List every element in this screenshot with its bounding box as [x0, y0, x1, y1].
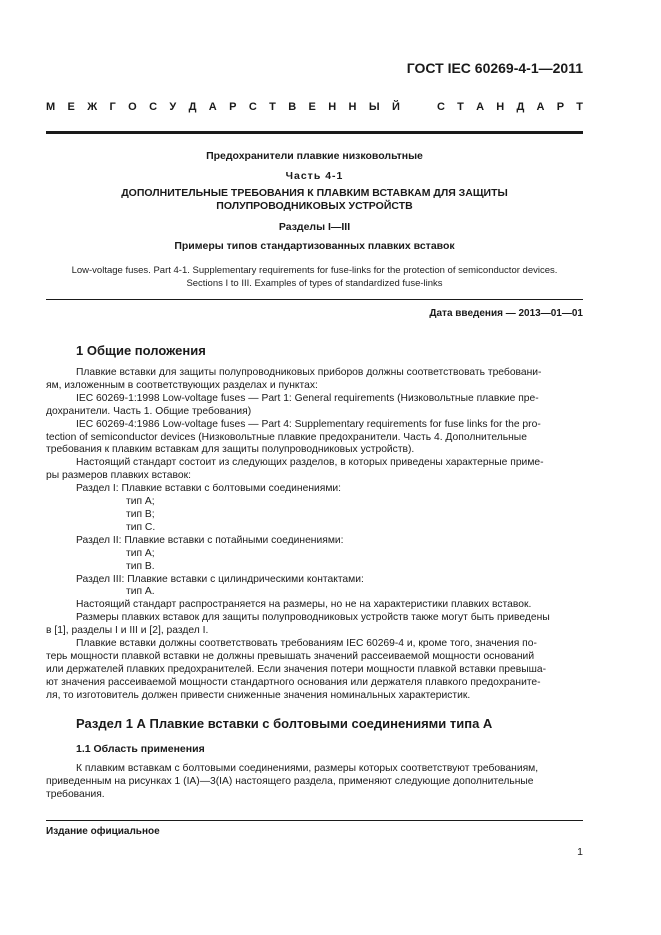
body-line: К плавким вставкам с болтовыми соединениями, размеры которых соответствуют требованиям,: [76, 763, 539, 774]
body-line: или держателей плавких предохранителей. Если значения потери мощности плавкой вставки превышa-: [46, 663, 547, 675]
letter: Д: [188, 101, 197, 113]
body-line: Размеры плавких вставок для защиты полупроводниковых устройств также могут быть приведены: [76, 612, 550, 624]
body-line: IEC 60269-4:1986 Low-voltage fuses — Part 4: Supplementary requirements for fuse links for the pro-: [76, 418, 541, 430]
body-line: ют значения рассеиваемой мощности стандартного основания или держателя плавкого предохраните-: [46, 676, 541, 688]
subsection-heading-scope: 1.1 Область применения: [76, 743, 205, 755]
standard-code: ГОСТ IEC 60269-4-1—2011: [406, 60, 583, 76]
header-divider: [46, 131, 583, 134]
title-sections: Разделы I—III: [278, 221, 351, 233]
title-part: Часть 4-1: [285, 170, 344, 182]
letter: У: [169, 101, 177, 113]
title-main: [46, 187, 583, 213]
section-heading-general: 1 Общие положения: [76, 343, 206, 358]
title-divider: [46, 299, 583, 300]
letter: Т: [457, 101, 464, 113]
letter: Д: [516, 101, 525, 113]
section-heading-1a: Раздел 1 А Плавкие вставки с болтовыми соединениями типа А: [76, 716, 493, 731]
letter: В: [288, 101, 297, 113]
list-item: Раздел II: Плавкие вставки с потайными соединениями:: [76, 534, 344, 546]
letter: Е: [67, 101, 75, 113]
letter: Т: [269, 101, 276, 113]
footer-divider: [46, 820, 583, 821]
letter: Е: [308, 101, 316, 113]
title-examples: Примеры типов стандартизованных плавких вставок: [174, 240, 455, 252]
body-line: IEC 60269-1:1998 Low-voltage fuses — Part 1: General requirements (Низковольтные плавкие пре-: [76, 392, 539, 404]
body-line: приведенным на рисунках 1 (IA)—3(IA) настоящего раздела, применяют следующие дополнительные: [46, 775, 534, 787]
letter: Р: [229, 101, 237, 113]
body-line: Настоящий стандарт состоит из следующих разделов, в которых приведены характерные приме-: [76, 457, 544, 469]
letter: Т: [576, 101, 583, 113]
standard-type-word-standard: [437, 101, 583, 113]
letter: Ы: [368, 101, 380, 113]
body-line: ля, то изготовитель должен привести сниженные значения номинальных характеристик.: [46, 689, 471, 701]
letter: С: [437, 101, 445, 113]
standard-type-line: [46, 101, 583, 113]
letter: Н: [348, 101, 357, 113]
page-number: 1: [577, 846, 583, 858]
letter: Г: [109, 101, 116, 113]
title-fuses: Предохранители плавкие низковольтные: [206, 150, 423, 162]
letter: О: [128, 101, 137, 113]
list-item: тип С.: [126, 521, 156, 533]
title-main-line-2: ПОЛУПРОВОДНИКОВЫХ УСТРОЙСТВ: [216, 200, 413, 212]
list-item: тип А.: [126, 586, 155, 598]
title-english-line-1: Low-voltage fuses. Part 4-1. Supplementary requirements for fuse-links for the protection of semiconductor devices.: [71, 265, 558, 276]
list-item: Раздел I: Плавкие вставки с болтовыми соединениями:: [76, 483, 342, 495]
body-line: терь мощности плавкой вставки не должны превышать значений рассеиваемой мощности оснований: [46, 650, 535, 662]
body-line: ры размеров плавких вставок:: [46, 470, 191, 482]
body-line: в [1], разделы I и III и [2], раздел I.: [46, 625, 209, 637]
body-line: требования к плавким вставкам для защиты полупроводниковых устройств).: [46, 444, 415, 456]
list-item: тип А;: [126, 547, 155, 559]
section-general-body: [46, 367, 583, 703]
title-main-line-1: ДОПОЛНИТЕЛЬНЫЕ ТРЕБОВАНИЯ К ПЛАВКИМ ВСТАВКАМ ДЛЯ ЗАЩИТЫ: [121, 187, 508, 199]
standard-type-word-interstate: [46, 101, 400, 113]
letter: А: [536, 101, 545, 113]
edition-note: Издание официальное: [46, 826, 160, 837]
list-item: тип А;: [126, 496, 155, 508]
letter: С: [248, 101, 257, 113]
body-line: требования.: [46, 788, 105, 800]
body-line: дохранители. Часть 1. Общие требования): [46, 405, 252, 417]
letter: С: [149, 101, 158, 113]
letter: Н: [496, 101, 505, 113]
list-item: тип В;: [126, 508, 155, 520]
title-english-line-2: Sections I to III. Examples of types of standardized fuse-links: [186, 278, 443, 289]
list-item: Раздел III: Плавкие вставки с цилиндрическими контактами:: [76, 573, 364, 585]
letter: Р: [556, 101, 565, 113]
letter: А: [208, 101, 217, 113]
list-item: тип В.: [126, 560, 155, 572]
body-line: Плавкие вставки для защиты полупроводниковых приборов должны соответствовать требовани-: [76, 367, 542, 378]
body-line: tection of semiconductor devices (Низковольтные плавкие предохранители. Часть 4. Дополнительные: [46, 431, 527, 443]
body-line: Плавкие вставки должны соответствовать требованиям IEC 60269-4 и, кроме того, значения по-: [76, 638, 537, 650]
introduction-date: Дата введения — 2013—01—01: [429, 308, 583, 319]
letter: А: [476, 101, 485, 113]
title-english: [46, 264, 583, 290]
letter: Ж: [87, 101, 98, 113]
section-1a-body: [46, 763, 583, 802]
letter: Н: [328, 101, 337, 113]
body-line: ям, изложенным в соответствующих разделах и пунктах:: [46, 379, 318, 391]
body-line: Настоящий стандарт распространяется на размеры, но не на характеристики плавких вставок.: [76, 599, 532, 611]
letter: М: [46, 101, 56, 113]
letter: Й: [392, 101, 400, 113]
